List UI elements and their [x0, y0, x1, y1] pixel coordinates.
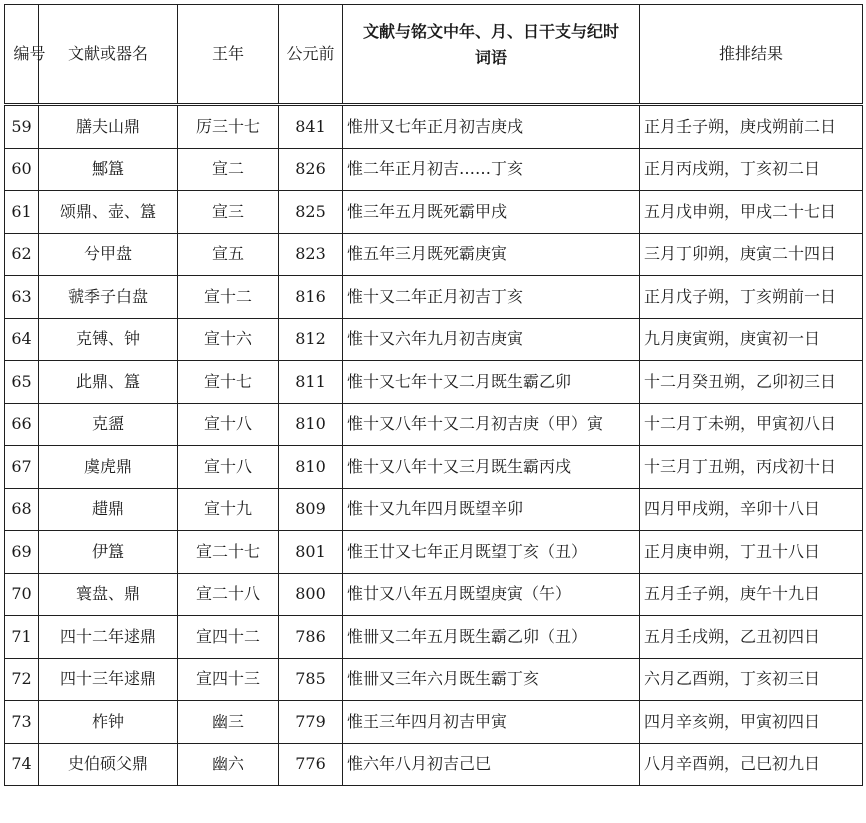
row-number: 60: [5, 148, 39, 191]
bce-year: 816: [279, 276, 343, 319]
chronology-table: [4, 4, 863, 786]
inscription-text: 惟十又八年十又三月既生霸丙戌: [343, 446, 640, 489]
header-reign: 王年: [178, 5, 279, 105]
reign-year: 宣十八: [178, 403, 279, 446]
row-number: 65: [5, 361, 39, 404]
row-number: 66: [5, 403, 39, 446]
reign-year: 宣二: [178, 148, 279, 191]
inscription-text: 惟卌又三年六月既生霸丁亥: [343, 658, 640, 701]
vessel-name: 柞钟: [39, 701, 178, 744]
bce-year: 776: [279, 743, 343, 786]
calculated-result: 十三月丁丑朔，丙戌初十日: [640, 446, 863, 489]
row-number: 61: [5, 191, 39, 234]
calculated-result: 十二月丁未朔，甲寅初八日: [640, 403, 863, 446]
calculated-result: 六月乙酉朔，丁亥初三日: [640, 658, 863, 701]
table-row: [5, 616, 863, 659]
reign-year: 宣十九: [178, 488, 279, 531]
inscription-text: 惟王三年四月初吉甲寅: [343, 701, 640, 744]
inscription-text: 惟十又九年四月既望辛卯: [343, 488, 640, 531]
reign-year: 宣五: [178, 233, 279, 276]
table-row: [5, 233, 863, 276]
table-row: [5, 318, 863, 361]
vessel-name: 虞虎鼎: [39, 446, 178, 489]
calculated-result: 九月庚寅朔，庚寅初一日: [640, 318, 863, 361]
bce-year: 826: [279, 148, 343, 191]
vessel-name: 克盨: [39, 403, 178, 446]
table-row: [5, 488, 863, 531]
calculated-result: 正月丙戌朔，丁亥初二日: [640, 148, 863, 191]
reign-year: 宣十七: [178, 361, 279, 404]
table-row: [5, 701, 863, 744]
reign-year: 幽六: [178, 743, 279, 786]
bce-year: 786: [279, 616, 343, 659]
row-number: 68: [5, 488, 39, 531]
reign-year: 宣四十二: [178, 616, 279, 659]
reign-year: 宣二十七: [178, 531, 279, 574]
bce-year: 785: [279, 658, 343, 701]
table-row: [5, 105, 863, 149]
header-name: 文献或器名: [39, 5, 178, 105]
vessel-name: 兮甲盘: [39, 233, 178, 276]
bce-year: 811: [279, 361, 343, 404]
row-number: 63: [5, 276, 39, 319]
vessel-name: 虢季子白盘: [39, 276, 178, 319]
vessel-name: 寰盘、鼎: [39, 573, 178, 616]
header-inscription: 文献与铭文中年、月、日干支与纪时词语: [343, 5, 640, 105]
row-number: 72: [5, 658, 39, 701]
calculated-result: 五月戊申朔，甲戌二十七日: [640, 191, 863, 234]
table-row: [5, 361, 863, 404]
inscription-text: 惟五年三月既死霸庚寅: [343, 233, 640, 276]
vessel-name: 史伯硕父鼎: [39, 743, 178, 786]
vessel-name: 克镈、钟: [39, 318, 178, 361]
inscription-text: 惟十又七年十又二月既生霸乙卯: [343, 361, 640, 404]
row-number: 62: [5, 233, 39, 276]
calculated-result: 十二月癸丑朔，乙卯初三日: [640, 361, 863, 404]
inscription-text: 惟三年五月既死霸甲戌: [343, 191, 640, 234]
row-number: 67: [5, 446, 39, 489]
calculated-result: 四月辛亥朔，甲寅初四日: [640, 701, 863, 744]
table-row: [5, 148, 863, 191]
vessel-name: 四十三年逑鼎: [39, 658, 178, 701]
inscription-text: 惟卅又七年正月初吉庚戌: [343, 105, 640, 149]
reign-year: 宣十六: [178, 318, 279, 361]
table-row: [5, 276, 863, 319]
inscription-text: 惟卌又二年五月既生霸乙卯（丑）: [343, 616, 640, 659]
inscription-text: 惟王廿又七年正月既望丁亥（丑）: [343, 531, 640, 574]
header-num: 编号: [5, 5, 39, 105]
bce-year: 810: [279, 403, 343, 446]
reign-year: 宣四十三: [178, 658, 279, 701]
table-row: [5, 446, 863, 489]
vessel-name: 四十二年逑鼎: [39, 616, 178, 659]
table-row: [5, 403, 863, 446]
row-number: 74: [5, 743, 39, 786]
reign-year: 宣十八: [178, 446, 279, 489]
calculated-result: 三月丁卯朔，庚寅二十四日: [640, 233, 863, 276]
inscription-text: 惟十又八年十又二月初吉庚（甲）寅: [343, 403, 640, 446]
inscription-text: 惟六年八月初吉己巳: [343, 743, 640, 786]
table-row: [5, 573, 863, 616]
bce-year: 812: [279, 318, 343, 361]
vessel-name: 伊簋: [39, 531, 178, 574]
bce-year: 800: [279, 573, 343, 616]
reign-year: 宣二十八: [178, 573, 279, 616]
bce-year: 801: [279, 531, 343, 574]
reign-year: 宣十二: [178, 276, 279, 319]
table-row: [5, 191, 863, 234]
row-number: 59: [5, 105, 39, 149]
bce-year: 779: [279, 701, 343, 744]
calculated-result: 正月戊子朔，丁亥朔前一日: [640, 276, 863, 319]
bce-year: 823: [279, 233, 343, 276]
table-row: [5, 531, 863, 574]
row-number: 70: [5, 573, 39, 616]
vessel-name: 鄦簋: [39, 148, 178, 191]
bce-year: 810: [279, 446, 343, 489]
row-number: 69: [5, 531, 39, 574]
inscription-text: 惟二年正月初吉……丁亥: [343, 148, 640, 191]
row-number: 73: [5, 701, 39, 744]
inscription-text: 惟十又六年九月初吉庚寅: [343, 318, 640, 361]
table-row: [5, 743, 863, 786]
vessel-name: 此鼎、簋: [39, 361, 178, 404]
calculated-result: 正月庚申朔，丁丑十八日: [640, 531, 863, 574]
calculated-result: 四月甲戌朔，辛卯十八日: [640, 488, 863, 531]
calculated-result: 五月壬子朔，庚午十九日: [640, 573, 863, 616]
reign-year: 幽三: [178, 701, 279, 744]
header-result: 推排结果: [640, 5, 863, 105]
header-row: [5, 5, 863, 105]
row-number: 71: [5, 616, 39, 659]
inscription-text: 惟十又二年正月初吉丁亥: [343, 276, 640, 319]
bce-year: 841: [279, 105, 343, 149]
vessel-name: 颂鼎、壶、簋: [39, 191, 178, 234]
calculated-result: 八月辛酉朔，己巳初九日: [640, 743, 863, 786]
reign-year: 宣三: [178, 191, 279, 234]
table-body: [5, 105, 863, 786]
row-number: 64: [5, 318, 39, 361]
header-bc: 公元前: [279, 5, 343, 105]
reign-year: 厉三十七: [178, 105, 279, 149]
calculated-result: 正月壬子朔，庚戌朔前二日: [640, 105, 863, 149]
bce-year: 809: [279, 488, 343, 531]
vessel-name: 趞鼎: [39, 488, 178, 531]
vessel-name: 膳夫山鼎: [39, 105, 178, 149]
inscription-text: 惟廿又八年五月既望庚寅（午）: [343, 573, 640, 616]
table-row: [5, 658, 863, 701]
calculated-result: 五月壬戌朔，乙丑初四日: [640, 616, 863, 659]
bce-year: 825: [279, 191, 343, 234]
